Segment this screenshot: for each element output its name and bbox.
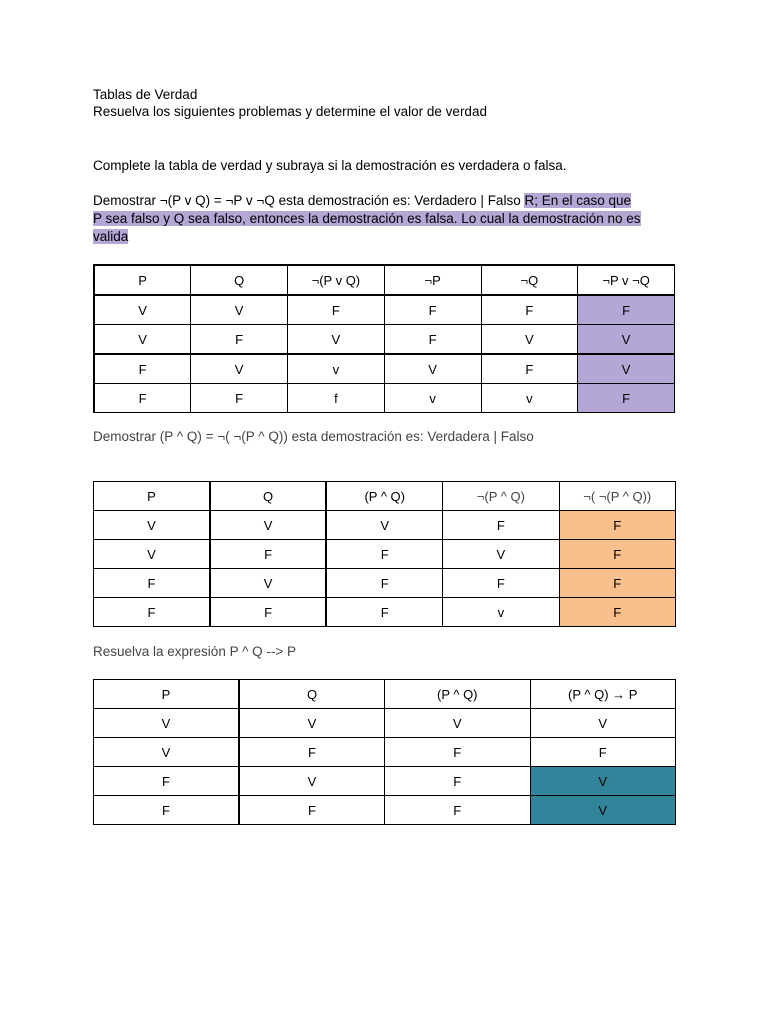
table-cell: F [239, 796, 385, 825]
table-cell: F [239, 738, 385, 767]
table-row [94, 598, 676, 627]
table-header-cell: Q [210, 482, 326, 511]
table-cell: v [481, 384, 578, 413]
table-row [94, 325, 675, 355]
table-cell: V [210, 569, 326, 598]
table-cell: F [443, 569, 559, 598]
table-cell: V [384, 354, 481, 384]
table-cell: F [94, 598, 210, 627]
table-cell: F [385, 796, 531, 825]
table-cell: V [288, 325, 385, 355]
table-row [94, 569, 676, 598]
table-cell: F [481, 354, 578, 384]
table-cell: F [94, 384, 191, 413]
result-cell: V [578, 325, 675, 355]
document-title: Tablas de Verdad [93, 87, 198, 102]
table-cell: V [94, 738, 240, 767]
table-cell: V [239, 767, 385, 796]
result-cell: V [530, 709, 676, 738]
table-cell: V [94, 511, 210, 540]
table-header-cell: ¬(P v Q) [288, 265, 385, 295]
table-cell: v [384, 384, 481, 413]
truth-table-1 [93, 264, 675, 413]
table-cell: F [384, 295, 481, 325]
problem1-answer-1: R; En el caso que [524, 193, 632, 208]
table-row [94, 796, 676, 825]
result-cell: F [559, 598, 675, 627]
instruction-text: Complete la tabla de verdad y subraya si la demostración es verdadera o falsa. [93, 158, 567, 173]
table-cell: F [94, 796, 240, 825]
table-cell: V [239, 709, 385, 738]
table-cell: v [443, 598, 559, 627]
table-cell: v [288, 354, 385, 384]
table-header-cell: ¬P v ¬Q [578, 265, 675, 295]
table-header-cell: P [94, 482, 210, 511]
table-cell: F [210, 540, 326, 569]
truth-table-3 [93, 679, 676, 825]
result-cell: V [578, 354, 675, 384]
table-cell: F [326, 569, 442, 598]
table-row [94, 511, 676, 540]
table-header-cell: ¬Q [481, 265, 578, 295]
problem1-statement: Demostrar ¬(P v Q) = ¬P v ¬Q esta demostración es: Verdadero | Falso [93, 193, 525, 208]
table-header-row [94, 680, 676, 709]
table-row [94, 354, 675, 384]
table-cell: F [210, 598, 326, 627]
table-row [94, 709, 676, 738]
table-header-cell: Q [191, 265, 288, 295]
table-header-cell: P [94, 265, 191, 295]
table-cell: F [384, 325, 481, 355]
table-header-cell: (P ^ Q) [326, 482, 442, 511]
problem2-statement: Demostrar (P ^ Q) = ¬( ¬(P ^ Q)) esta demostración es: Verdadera | Falso [93, 429, 534, 444]
result-cell: V [530, 796, 676, 825]
table-cell: V [94, 325, 191, 355]
table-header-cell: Q [239, 680, 385, 709]
table-cell: F [443, 511, 559, 540]
problem1-block [93, 192, 675, 246]
problem1-answer-3: valida [93, 229, 129, 244]
result-cell: F [530, 738, 676, 767]
table-header-cell: (P ^ Q) → P [530, 680, 676, 709]
table-header-row [94, 482, 676, 511]
table-header-cell: ¬( ¬(P ^ Q)) [559, 482, 675, 511]
table-row [94, 738, 676, 767]
table-cell: V [210, 511, 326, 540]
table-header-cell: ¬(P ^ Q) [443, 482, 559, 511]
table-cell: V [191, 295, 288, 325]
table-cell: F [385, 738, 531, 767]
table-cell: V [385, 709, 531, 738]
result-cell: F [578, 295, 675, 325]
problem1-answer-2: P sea falso y Q sea falso, entonces la demostración es falsa. Lo cual la demostración no es [93, 211, 641, 226]
result-cell: V [530, 767, 676, 796]
result-cell: F [559, 569, 675, 598]
table-header-cell: P [94, 680, 240, 709]
table-cell: V [94, 540, 210, 569]
table-row [94, 540, 676, 569]
table-cell: V [94, 295, 191, 325]
table-cell: F [94, 767, 240, 796]
table-cell: F [326, 598, 442, 627]
result-cell: F [578, 384, 675, 413]
document-header [93, 86, 683, 120]
table-cell: F [191, 384, 288, 413]
table-row [94, 384, 675, 413]
table-header-row [94, 265, 675, 295]
table-row [94, 295, 675, 325]
table-cell: V [94, 709, 240, 738]
table-cell: F [191, 325, 288, 355]
table-cell: F [94, 354, 191, 384]
table-cell: V [443, 540, 559, 569]
table-cell: V [326, 511, 442, 540]
table-cell: V [481, 325, 578, 355]
table-cell: V [191, 354, 288, 384]
document-subtitle: Resuelva los siguientes problemas y determine el valor de verdad [93, 104, 487, 119]
table-cell: F [94, 569, 210, 598]
table-cell: F [326, 540, 442, 569]
result-cell: F [559, 511, 675, 540]
table-cell: f [288, 384, 385, 413]
result-cell: F [559, 540, 675, 569]
problem3-statement: Resuelva la expresión P ^ Q --> P [93, 644, 297, 659]
table-header-cell: ¬P [384, 265, 481, 295]
table-header-cell: (P ^ Q) [385, 680, 531, 709]
table-cell: F [481, 295, 578, 325]
truth-table-2 [93, 481, 676, 627]
table-row [94, 767, 676, 796]
table-cell: F [288, 295, 385, 325]
table-cell: F [385, 767, 531, 796]
